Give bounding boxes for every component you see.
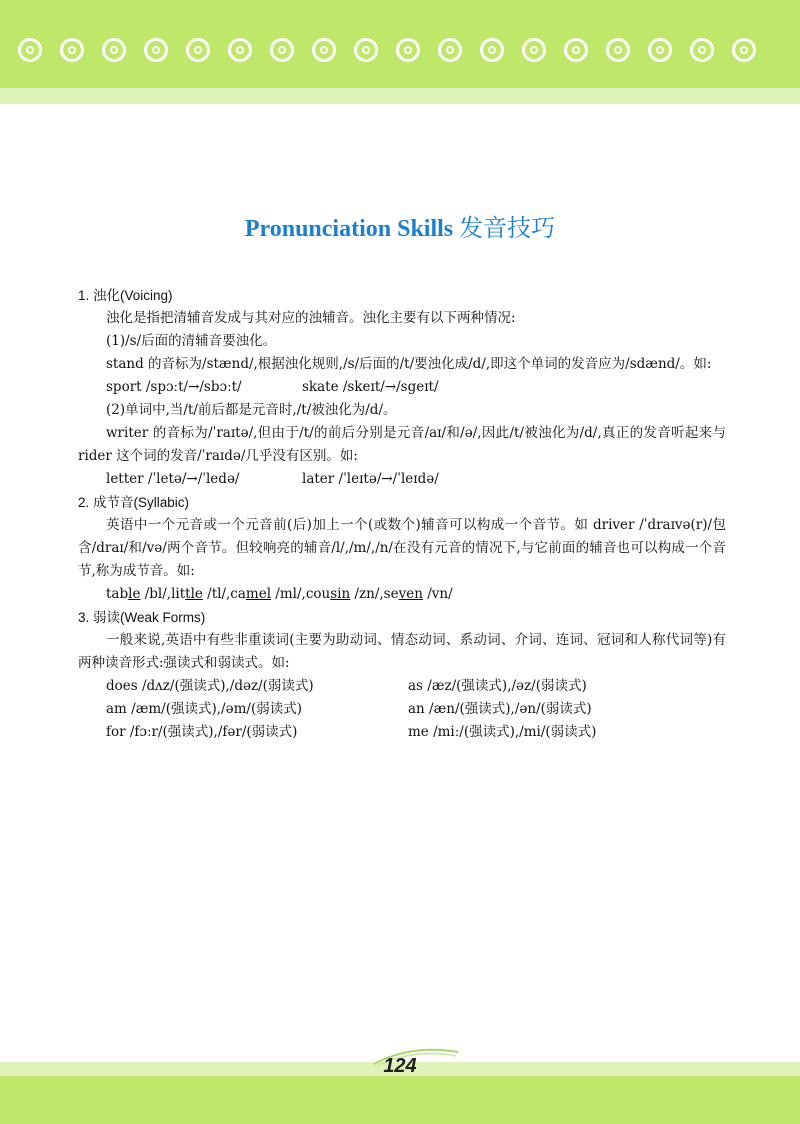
ring-icon <box>606 38 630 62</box>
weak-form-row <box>78 721 726 744</box>
weak-form-item: as /æz/(强读式),/əz/(弱读式) <box>408 678 587 694</box>
ring-icon <box>690 38 714 62</box>
ring-icon <box>270 38 294 62</box>
ring-icon <box>312 38 336 62</box>
syllabic-example: table /bl/, <box>106 586 172 602</box>
title-english: Pronunciation Skills <box>244 216 454 242</box>
paragraph: (1)/s/后面的清辅音要浊化。 <box>106 333 277 349</box>
paragraph: stand 的音标为/stænd/,根据浊化规则,/s/后面的/t/要浊化成/d/,即这个单词的发音应为/sdænd/。如: <box>106 356 712 372</box>
ring-icon <box>732 38 756 62</box>
syllabic-example-row <box>78 583 726 606</box>
ring-icon <box>438 38 462 62</box>
example-row <box>78 376 726 399</box>
syllabic-example: camel /ml/, <box>230 586 306 602</box>
top-band-stripe <box>0 88 800 104</box>
section-heading-weak-forms: 3. 弱读(Weak Forms) <box>78 610 206 625</box>
ring-icon <box>480 38 504 62</box>
weak-form-item: am /æm/(强读式),/əm/(弱读式) <box>106 701 302 717</box>
title-chinese: 发音技巧 <box>459 214 556 242</box>
example-item: letter /ˈletə/→/ˈledə/ <box>106 471 240 487</box>
ring-icon <box>564 38 588 62</box>
ring-icon <box>60 38 84 62</box>
weak-form-item: an /æn/(强读式),/ən/(弱读式) <box>408 701 592 717</box>
ring-icon <box>144 38 168 62</box>
ring-icon <box>396 38 420 62</box>
ring-icon <box>102 38 126 62</box>
ring-icon <box>228 38 252 62</box>
paragraph: 一般来说,英语中有些非重读词(主要为助动词、情态动词、系动词、介词、连词、冠词和人称代词等)有两种读音形式:强读式和弱读式。如: <box>78 632 726 671</box>
ring-icon <box>186 38 210 62</box>
main-content <box>78 284 726 744</box>
paragraph: 英语中一个元音或一个元音前(后)加上一个(或数个)辅音可以构成一个音节。如 driver /ˈdraɪvə(r)/包含/draɪ/和/və/两个音节。但较响亮的辅音/l/,/m/,/n/在没有元音的情况下,与它前面的辅音也可以构成一个音节,称为成节音。如: <box>78 517 726 579</box>
example-item: later /ˈleɪtə/→/ˈleɪdə/ <box>302 471 439 487</box>
ring-decoration-row <box>0 30 800 76</box>
syllabic-example: little /tl/, <box>171 586 231 602</box>
example-row <box>78 468 726 491</box>
syllabic-example: cousin /zn/, <box>305 586 384 602</box>
ring-icon <box>648 38 672 62</box>
bottom-decorative-band <box>0 1076 800 1124</box>
ring-icon <box>354 38 378 62</box>
paragraph: 浊化是指把清辅音发成与其对应的浊辅音。浊化主要有以下两种情况: <box>106 310 516 326</box>
weak-form-item: for /fɔːr/(强读式),/fər/(弱读式) <box>106 724 298 740</box>
ring-icon <box>522 38 546 62</box>
weak-form-row <box>78 698 726 721</box>
section-heading-voicing: 1. 浊化(Voicing) <box>78 288 173 303</box>
paragraph: writer 的音标为/ˈraɪtə/,但由于/t/的前后分别是元音/aɪ/和/ə/,因此/t/被浊化为/d/,真正的发音听起来与 rider 这个词的发音/ˈraɪdə/几乎没有区别。如: <box>78 425 726 464</box>
syllabic-example: seven /vn/ <box>383 586 453 602</box>
section-heading-syllabic: 2. 成节音(Syllabic) <box>78 495 190 510</box>
page-number: 124 <box>383 1055 417 1077</box>
example-item: skate /skeɪt/→/sgeɪt/ <box>302 379 439 395</box>
example-item: sport /spɔːt/→/sbɔːt/ <box>106 379 242 395</box>
weak-form-item: does /dʌz/(强读式),/dəz/(弱读式) <box>106 678 314 694</box>
weak-form-row <box>78 675 726 698</box>
weak-form-item: me /miː/(强读式),/mi/(弱读式) <box>408 724 597 740</box>
paragraph: (2)单词中,当/t/前后都是元音时,/t/被浊化为/d/。 <box>106 402 397 418</box>
page-title <box>0 208 800 243</box>
ring-icon <box>18 38 42 62</box>
